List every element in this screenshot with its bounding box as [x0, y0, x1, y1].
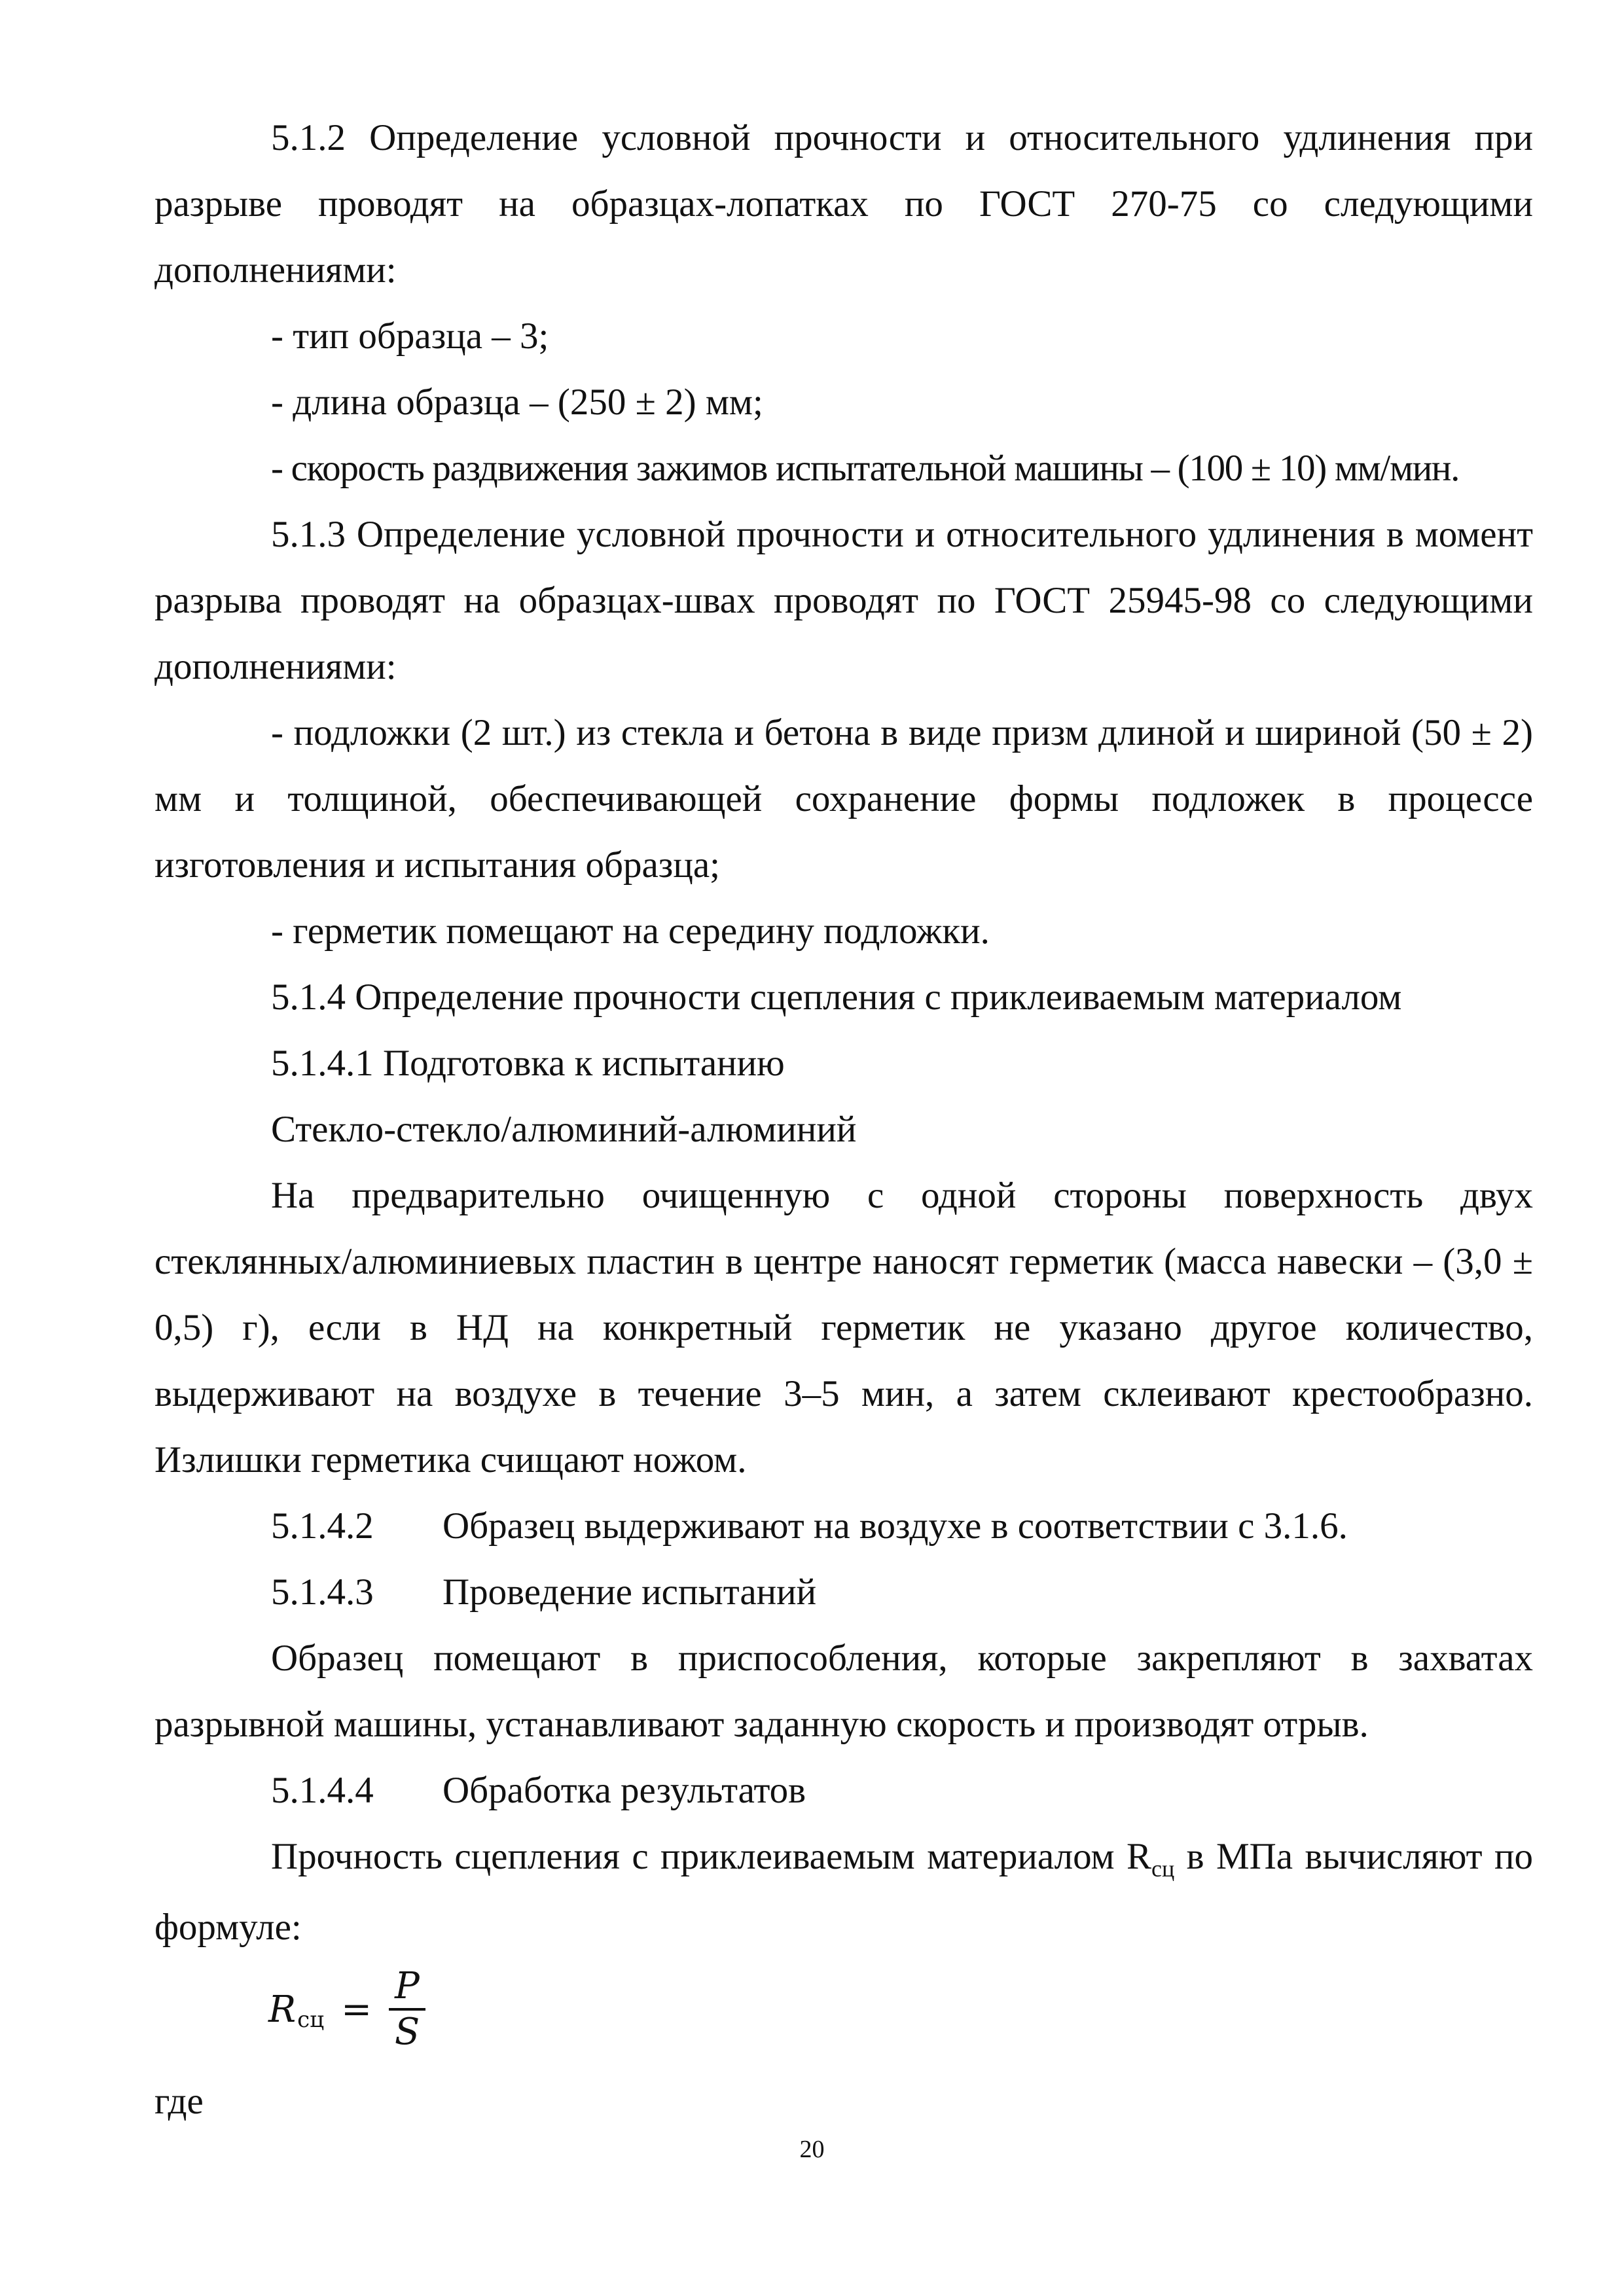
- list-item-sample-type: - тип образца – 3;: [271, 315, 549, 357]
- heading-5-1-4-1: 5.1.4.1 Подготовка к испытанию: [271, 1043, 785, 1084]
- list-item-sealant-placement: - герметик помещают на середину подложки.: [271, 910, 990, 952]
- document-body: [154, 105, 1533, 1960]
- section-text: Обработка результатов: [442, 1770, 806, 1811]
- formula-intro-text: Прочность сцепления с приклеиваемым материалом R: [271, 1836, 1151, 1877]
- section-text: Образец выдерживают на воздухе в соответствии с 3.1.6.: [442, 1505, 1348, 1547]
- formula-lhs-subscript: сц: [297, 2007, 325, 2033]
- subheading-glass-aluminium: Стекло-стекло/алюминий-алюминий: [271, 1109, 857, 1150]
- formula-lhs: R: [268, 1988, 297, 2031]
- heading-5-1-4-4: [154, 1757, 1533, 1823]
- paragraph-preparation: На предварительно очищенную с одной стороны поверхность двух стеклянных/алюминиевых пластин в центре наносят герметик (масса навески – (3,0 ± 0,5) г), если в НД на конкретный герметик не указано другое количество, выдерживают на воздухе в течение 3–5 мин, а затем склеивают крестообразно. Излишки герметика счищают ножом.: [154, 1175, 1533, 1480]
- heading-5-1-4: 5.1.4 Определение прочности сцепления с приклеиваемым материалом: [271, 977, 1402, 1018]
- formula-equals: =: [341, 1988, 372, 2031]
- formula-intro-subscript: сц: [1151, 1856, 1175, 1882]
- formula-fraction: [389, 1966, 425, 2053]
- list-item-clamp-speed: - скорость раздвижения зажимов испытательной машины – (100 ± 10) мм/мин.: [271, 448, 1460, 489]
- where-label: где: [154, 2081, 204, 2122]
- list-item-sample-length: - длина образца – (250 ± 2) мм;: [271, 382, 763, 423]
- list-item-substrates: - подложки (2 шт.) из стекла и бетона в виде призм длиной и шириной (50 ± 2) мм и толщиной, обеспечивающей сохранение формы подложек в процессе изготовления и испытания образца;: [154, 712, 1533, 886]
- page-number: 20: [799, 2136, 825, 2163]
- formula-denominator: S: [394, 2011, 420, 2053]
- section-number: 5.1.4.2: [271, 1505, 374, 1547]
- paragraph-formula-intro: [154, 1823, 1533, 1960]
- formula-intro-text-end: в МПа вычисляют по формуле:: [154, 1836, 1533, 1948]
- heading-5-1-4-2: [154, 1493, 1533, 1559]
- paragraph-testing: Образец помещают в приспособления, которые закрепляют в захватах разрывной машины, устанавливают заданную скорость и производят отрыв.: [154, 1638, 1533, 1745]
- heading-5-1-4-3: [154, 1559, 1533, 1625]
- adhesion-strength-formula: [268, 1957, 425, 2062]
- paragraph-5-1-2: 5.1.2 Определение условной прочности и относительного удлинения при разрыве проводят на образцах-лопатках по ГОСТ 270-75 со следующими дополнениями:: [154, 117, 1533, 291]
- section-number: 5.1.4.3: [271, 1571, 374, 1613]
- formula-numerator: P: [395, 1965, 420, 2007]
- section-number: 5.1.4.4: [271, 1770, 374, 1811]
- paragraph-5-1-3: 5.1.3 Определение условной прочности и относительного удлинения в момент разрыва проводят на образцах-швах проводят по ГОСТ 25945-98 со следующими дополнениями:: [154, 514, 1533, 687]
- section-text: Проведение испытаний: [442, 1571, 817, 1613]
